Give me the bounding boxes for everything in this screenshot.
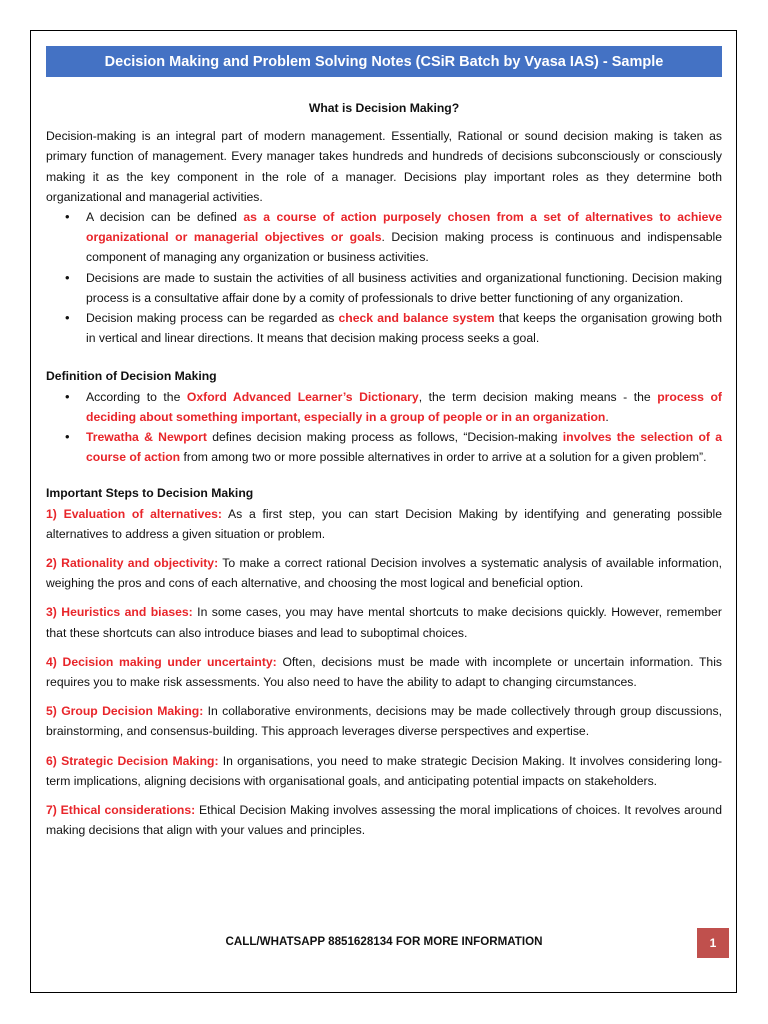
- intro-paragraph: Decision-making is an integral part of modern management. Essentially, Rational or sound decision making is taken as primary function of management. Every manager takes hundreds and hundreds of decisions subconsciously or consciously making it as the key component in the role of a manager. Decisions play important roles as they determine both organizational and managerial activities.: [46, 129, 722, 204]
- bullet-text: .: [605, 409, 609, 424]
- step-label: 3) Heuristics and biases:: [46, 605, 193, 620]
- bullet-text: Decisions are made to sustain the activities of all business activities and organizational functioning. Decision making process is a consultative affair done by a comity of professionals to drive better functioning of any organization.: [86, 270, 722, 305]
- highlight-text: involves the selection of a course of action: [86, 430, 723, 465]
- step-item: [46, 553, 722, 593]
- highlight-text: process of deciding about something important, especially in a group of people or in an organization: [86, 389, 722, 424]
- step-text: Ethical Decision Making involves assessing the moral implications of choices. It revolves around making decisions that align with your values and principles.: [46, 803, 722, 838]
- step-item: [46, 751, 722, 791]
- page-number: 1: [709, 936, 717, 950]
- bullet-text: A decision can be defined: [86, 210, 244, 225]
- highlight-text: Oxford Advanced Learner’s Dictionary: [186, 389, 419, 404]
- bullet-text: from among two or more possible alternatives in order to arrive at a solution for a given problem”.: [180, 450, 707, 465]
- step-label: 4) Decision making under uncertainty:: [46, 654, 277, 669]
- step-label: 1) Evaluation of alternatives:: [46, 506, 222, 521]
- steps-list: [46, 504, 722, 841]
- section-heading-what-is: What is Decision Making?: [308, 101, 460, 115]
- list-item: [86, 308, 722, 348]
- step-item: [46, 800, 722, 840]
- document-title: Decision Making and Problem Solving Notes (CSiR Batch by Vyasa IAS) - Sample: [104, 53, 664, 70]
- step-item: [46, 652, 722, 692]
- bullet-list-intro: [46, 207, 722, 348]
- list-item: [86, 427, 722, 467]
- list-item: [86, 387, 722, 427]
- step-item: [46, 701, 722, 741]
- step-label: 7) Ethical considerations:: [46, 803, 196, 818]
- highlight-text: Trewatha & Newport: [86, 430, 207, 445]
- step-label: 5) Group Decision Making:: [46, 704, 204, 719]
- highlight-text: as a course of action purposely chosen from a set of alternatives to achieve organizational or managerial objectives or goals: [86, 210, 722, 245]
- section-heading-definition: Definition of Decision Making: [46, 369, 217, 384]
- document-body: [46, 98, 722, 850]
- section-heading-steps: Important Steps to Decision Making: [46, 486, 254, 501]
- step-text: In collaborative environments, decisions may be made collectively through group discussions, brainstorming, and consensus-building. This approach leverages diverse perspectives and expertise.: [46, 704, 722, 739]
- step-text: As a first step, you can start Decision Making by identifying and generating possible alternatives to address a given situation or problem.: [46, 506, 722, 541]
- highlight-text: check and balance system: [338, 311, 495, 326]
- step-label: 2) Rationality and objectivity:: [46, 556, 219, 571]
- bullet-list-definition: [46, 387, 722, 468]
- bullet-text: defines decision making process as follows, “Decision-making: [206, 430, 563, 445]
- bullet-text: . Decision making process is continuous and indispensable component of managing any organization or business activities.: [86, 230, 722, 265]
- bullet-text: Decision making process can be regarded as: [86, 311, 339, 326]
- step-item: [46, 602, 722, 642]
- bullet-text: , the term decision making means - the: [418, 389, 658, 404]
- list-item: [86, 207, 722, 268]
- step-text: In some cases, you may have mental shortcuts to make decisions quickly. However, remember that these shortcuts can also introduce biases and lead to suboptimal choices.: [46, 605, 722, 640]
- bullet-text: According to the: [86, 389, 187, 404]
- footer-contact: CALL/WHATSAPP 8851628134 FOR MORE INFORMATION: [225, 935, 543, 948]
- step-text: To make a correct rational Decision involves a systematic analysis of available information, weighing the pros and cons of each alternative, and choosing the most logical and beneficial option.: [46, 556, 722, 591]
- list-item: [86, 268, 722, 308]
- step-item: [46, 504, 722, 544]
- step-label: 6) Strategic Decision Making:: [46, 753, 219, 768]
- page-number-badge: [697, 928, 729, 958]
- step-text: In organisations, you need to make strategic Decision Making. It involves considering long-term implications, aligning decisions with organisational goals, and anticipating potential impacts on stakeholders.: [46, 753, 722, 788]
- document-title-banner: [46, 46, 722, 77]
- bullet-text: that keeps the organisation growing both in vertical and linear directions. It means that decision making process seeks a goal.: [86, 311, 722, 346]
- step-text: Often, decisions must be made with incomplete or uncertain information. This requires you to make risk assessments. You also need to have the ability to adapt to changing circumstances.: [46, 654, 722, 690]
